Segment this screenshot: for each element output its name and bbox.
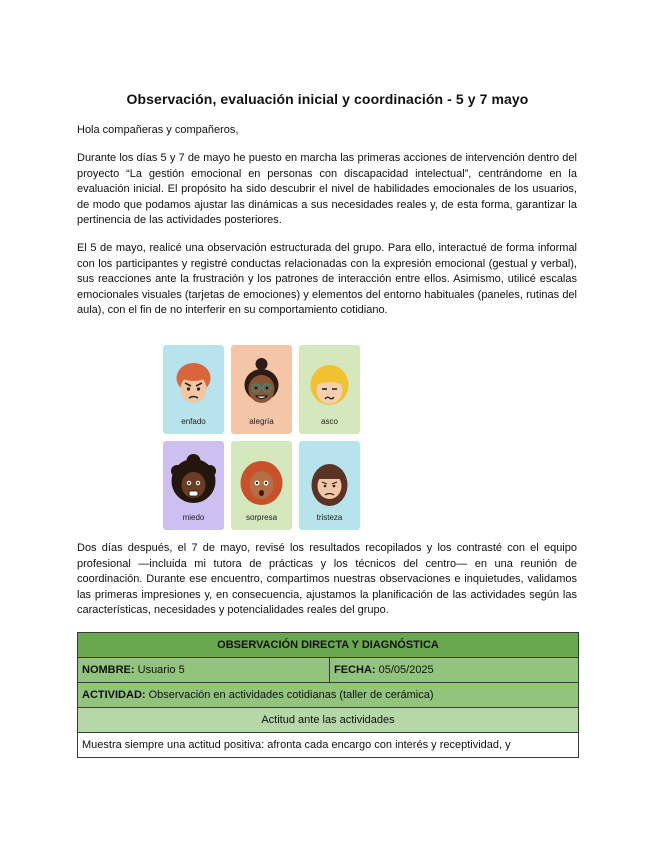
emotion-cards-figure <box>163 345 360 530</box>
emotion-label: tristeza <box>316 513 343 522</box>
date-label: FECHA: <box>334 664 376 676</box>
angry-face-icon <box>163 345 224 417</box>
name-label: NOMBRE: <box>82 664 135 676</box>
emotion-card-enfado <box>163 345 224 434</box>
observation-text: Muestra siempre una actitud positiva: afronta cada encargo con interés y receptividad, y <box>78 733 579 758</box>
emotion-card-miedo <box>163 441 224 530</box>
sad-face-icon <box>299 441 360 513</box>
paragraph-observation: El 5 de mayo, realicé una observación estructurada del grupo. Para ello, interactué de forma informal con los participantes y registré conductas relacionadas con la expresión emocional (gestual y verbal), sus reacciones ante la frustración y los patrones de interacción entre ellos. Asimismo, utilicé escalas emocionales visuales (tarjetas de emociones) y elementos del entorno habituales (paneles, rutinas del aula), con el fin de no interferir en su comportamiento cotidiano. <box>77 242 577 317</box>
happy-face-icon <box>231 345 292 417</box>
emotion-label: sorpresa <box>245 513 278 522</box>
emotion-label: enfado <box>181 417 206 426</box>
fear-face-icon <box>163 441 224 513</box>
surprise-face-icon <box>231 441 292 513</box>
observation-table <box>77 632 579 758</box>
activity-label: ACTIVIDAD: <box>82 689 146 701</box>
emotion-label: alegría <box>249 417 274 426</box>
date-value: 05/05/2025 <box>375 664 434 676</box>
greeting: Hola compañeras y compañeros, <box>77 124 239 136</box>
date-cell <box>330 658 579 683</box>
section-heading: Actitud ante las actividades <box>78 708 579 733</box>
name-cell <box>78 658 330 683</box>
paragraph-intro: Durante los días 5 y 7 de mayo he puesto en marcha las primeras acciones de intervención dentro del proyecto “La gestión emocional en personas con discapacidad intelectual”, centrándome en la evaluación inicial. El propósito ha sido descubrir el nivel de habilidades emocionales de los usuarios, de modo que podamos ajustar las dinámicas a sus necesidades reales y, de esta forma, garantizar la pertinencia de las actividades posteriores. <box>77 152 577 227</box>
activity-cell <box>78 683 579 708</box>
table-header: OBSERVACIÓN DIRECTA Y DIAGNÓSTICA <box>78 633 579 658</box>
emotion-card-asco <box>299 345 360 434</box>
activity-value: Observación en actividades cotidianas (taller de cerámica) <box>145 689 434 701</box>
emotion-label: miedo <box>182 513 205 522</box>
name-value: Usuario 5 <box>134 664 185 676</box>
emotion-card-alegria <box>231 345 292 434</box>
emotion-card-tristeza <box>299 441 360 530</box>
paragraph-coordination: Dos días después, el 7 de mayo, revisé los resultados recopilados y los contrasté con el equipo profesional —incluida mi tutora de prácticas y los técnicos del centro— en una reunión de coordinación. Durante ese encuentro, compartimos nuestras observaciones e inquietudes, validamos las primeras impresiones y, en consecuencia, ajustamos la planificación de las actividades según las características, necesidades y potencialidades reales del grupo. <box>77 542 577 617</box>
page-title: Observación, evaluación inicial y coordinación - 5 y 7 mayo <box>126 91 529 107</box>
disgust-face-icon <box>299 345 360 417</box>
emotion-card-sorpresa <box>231 441 292 530</box>
emotion-label: asco <box>321 417 338 426</box>
